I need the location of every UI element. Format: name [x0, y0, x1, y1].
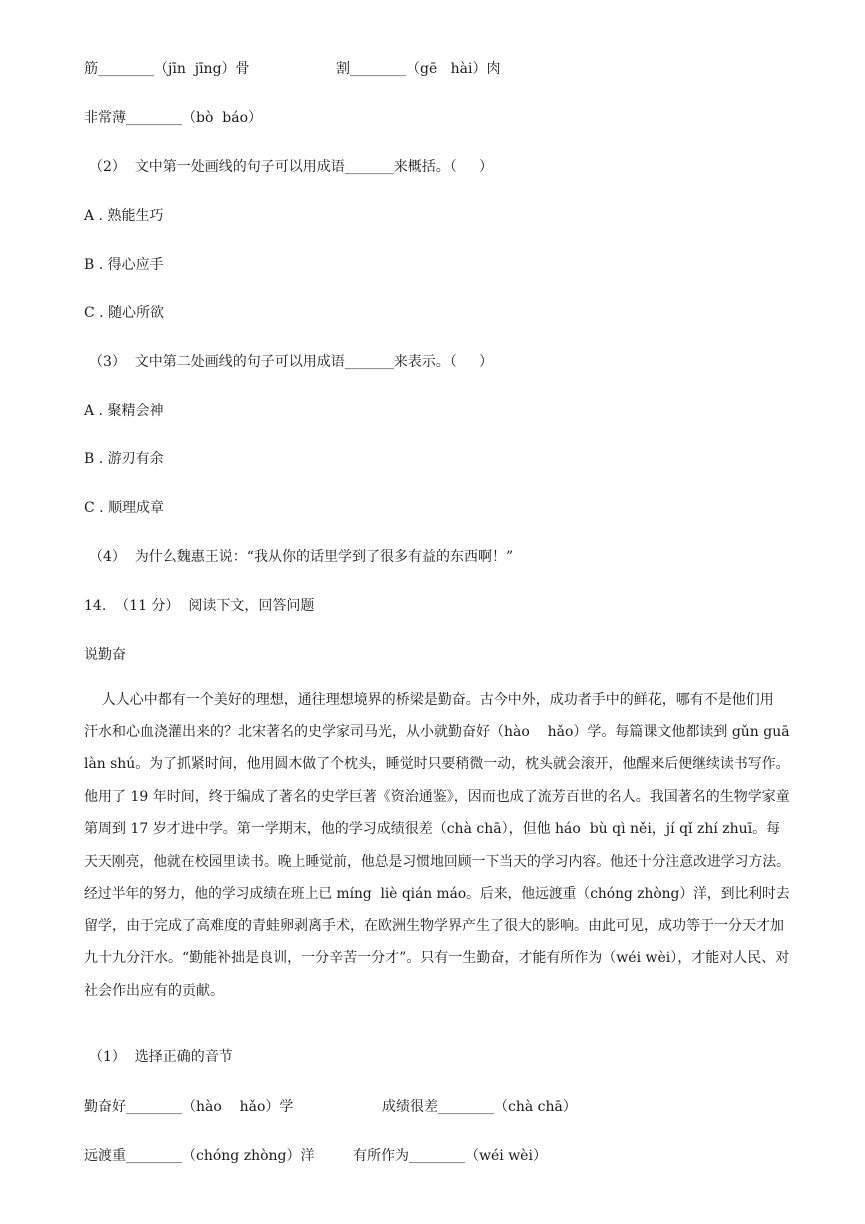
- question-13-part-2: （2） 文中第一处画线的句子可以用成语_______来概括。（ ）: [89, 159, 494, 175]
- option-a: A . 熟能生巧: [84, 208, 164, 224]
- question-14-heading: 14. （11 分） 阅读下文，回答问题: [84, 598, 315, 614]
- question-13-part-3: （3） 文中第二处画线的句子可以用成语_______来表示。（ ）: [89, 354, 494, 370]
- passage-line: làn shú。为了抓紧时间，他用圆木做了个枕头，睡觉时只要稍微一动，枕头就会滚开，他醒来后便继续读书写作。: [84, 756, 790, 772]
- passage-line: 他用了 19 年时间，终于编成了著名的史学巨著《资治通鉴》，因而也成了流芳百世的名人。我国著名的生物学家童: [84, 789, 790, 805]
- pinyin-item-jin-jing: 筋________（jīn jīng）骨: [84, 61, 250, 77]
- pinyin-item-bo-bao: 非常薄________（bò báo）: [84, 110, 263, 126]
- passage-line: 汗水和心血浇灌出来的？北宋著名的史学家司马光，从小就勤奋好（hào hǎo）学。每篇课文他都读到 gǔn guā: [84, 724, 790, 740]
- passage-title: 说勤奋: [84, 647, 126, 663]
- pinyin-item-ge-hai: 割________（gē hài）肉: [336, 61, 501, 77]
- question-14-part-1: （1） 选择正确的音节: [89, 1049, 233, 1065]
- passage-line: 留学，由于完成了高难度的青蛙卵剥离手术，在欧洲生物学界产生了很大的影响。由此可见，成功等于一分天才加: [84, 918, 784, 934]
- question-13-part-4: （4） 为什么魏惠王说：“我从你的话里学到了很多有益的东西啊！”: [89, 549, 514, 565]
- pinyin-item-wei: 有所作为________（wéi wèi）: [353, 1148, 547, 1164]
- pinyin-item-chong: 远渡重________（chóng zhòng）洋: [84, 1148, 315, 1164]
- option-b: B . 游刃有余: [84, 451, 164, 467]
- passage-line: 九十九分汗水。“勤能补拙是良训，一分辛苦一分才”。只有一生勤奋，才能有所作为（wéi wèi），才能对人民、对: [84, 950, 790, 966]
- passage-line: 天天刚亮，他就在校园里读书。晚上睡觉前，他总是习惯地回顾一下当天的学习内容。他还十分注意改进学习方法。: [84, 854, 791, 870]
- passage-line: 社会作出应有的贡献。: [84, 983, 224, 999]
- passage-line: 人人心中都有一个美好的理想，通往理想境界的桥梁是勤奋。古今中外，成功者手中的鲜花，哪有不是他们用: [84, 692, 774, 708]
- option-a: A . 聚精会神: [84, 403, 164, 419]
- pinyin-item-hao: 勤奋好________（hào hǎo）学: [84, 1099, 294, 1115]
- passage-line: 第周到 17 岁才进中学。第一学期末，他的学习成绩很差（chà chā），但他 háo bù qì něi，jí qǐ zhí zhuī。每: [84, 821, 781, 837]
- pinyin-item-cha: 成绩很差________（chà chā）: [382, 1099, 577, 1115]
- option-b: B . 得心应手: [84, 257, 164, 273]
- option-c: C . 随心所欲: [84, 305, 165, 321]
- option-c: C . 顺理成章: [84, 500, 165, 516]
- passage-line: 经过半年的努力，他的学习成绩在班上已 míng liè qián máo。后来，他远渡重（chóng zhòng）洋，到比利时去: [84, 886, 790, 902]
